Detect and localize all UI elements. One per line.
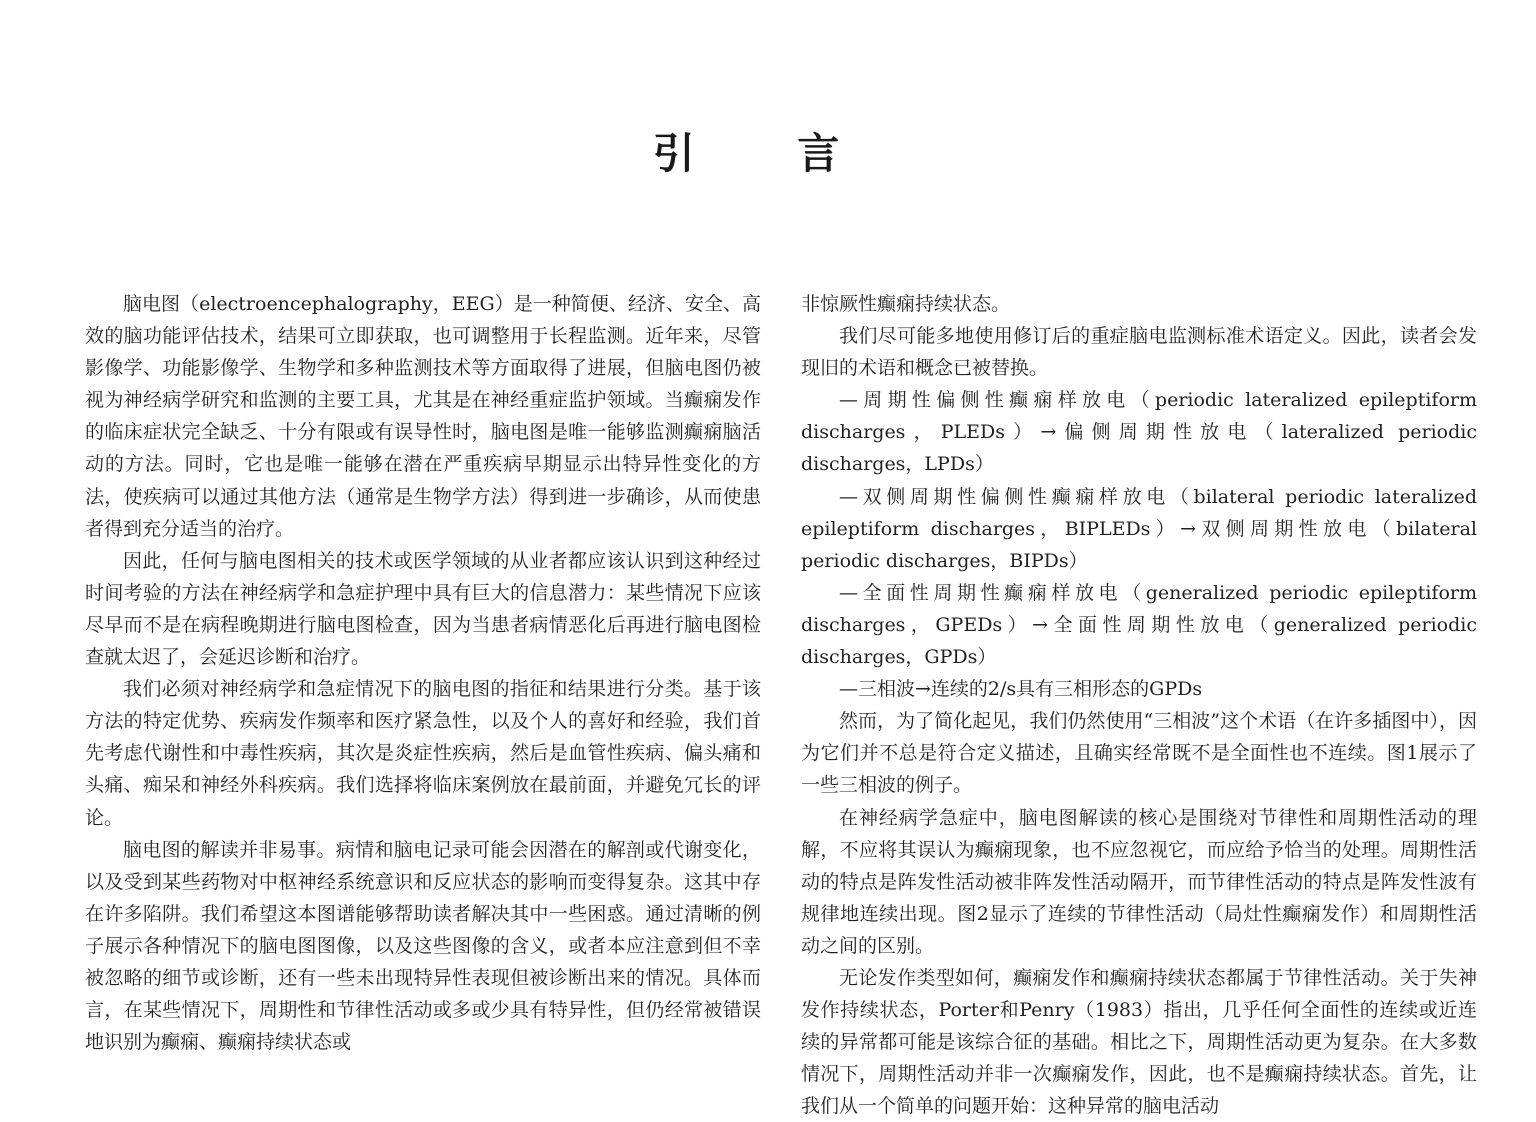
term-item-bipleds: —双侧周期性偏侧性癫痫样放电（bilateral periodic lateralized epileptiform discharges，BIPLEDs）→双侧周期性放电（bilateral periodic discharges，BIPDs） — [801, 485, 1477, 572]
paragraph-triphasic: 然而，为了简化起见，我们仍然使用“三相波”这个术语（在许多插图中），因为它们并不总是符合定义描述，且确实经常既不是全面性也不连续。图1展示了一些三相波的例子。 — [801, 710, 1477, 797]
paragraph-interpretation: 脑电图的解读并非易事。病情和脑电记录可能会因潜在的解剖或代谢变化，以及受到某些药物对中枢神经系统意识和反应状态的影响而变得复杂。这其中存在许多陷阱。我们希望这本图谱能够帮助读者解决其中一些困惑。通过清晰的例子展示各种情况下的脑电图图像，以及这些图像的含义，或者本应注意到但不幸被忽略的细节或诊断，还有一些未出现特异性表现但被诊断出来的情况。具体而言，在某些情况下，周期性和节律性活动或多或少具有特异性，但仍经常被错误地识别为癫痫、癫痫持续状态或 — [85, 838, 761, 1054]
term-item-pleds: —周期性偏侧性癫痫样放电（periodic lateralized epileptiform discharges，PLEDs）→偏侧周期性放电（lateralized periodic discharges，LPDs） — [801, 389, 1477, 476]
left-column — [85, 288, 761, 1058]
term-item-gpeds: —全面性周期性癫痫样放电（generalized periodic epileptiform discharges，GPEDs）→全面性周期性放电（generalized periodic discharges，GPDs） — [801, 581, 1477, 669]
paragraph-practitioners: 因此，任何与脑电图相关的技术或医学领域的从业者都应该认识到这种经过时间考验的方法在神经病学和急症护理中具有巨大的信息潜力：某些情况下应该尽早而不是在病程晚期进行脑电图检查，因为当患者病情恶化后再进行脑电图检查就太迟了，会延迟诊断和治疗。 — [85, 549, 761, 669]
paragraph-seizure-types: 无论发作类型如何，癫痫发作和癫痫持续状态都属于节律性活动。关于失神发作持续状态，Porter和Penry（1983）指出，几乎任何全面性的连续或近连续的异常都可能是该综合征的基础。相比之下，周期性活动更为复杂。在大多数情况下，周期性活动并非一次癫痫发作，因此，也不是癫痫持续状态。首先，让我们从一个简单的问题开始：这种异常的脑电活动 — [801, 966, 1477, 1118]
paragraph-classification: 我们必须对神经病学和急症情况下的脑电图的指征和结果进行分类。基于该方法的特定优势、疾病发作频率和医疗紧急性，以及个人的喜好和经验，我们首先考虑代谢性和中毒性疾病，其次是炎症性疾病，然后是血管性疾病、偏头痛和头痛、痴呆和神经外科疾病。我们选择将临床案例放在最前面，并避免冗长的评论。 — [85, 678, 761, 829]
term-item-triphasic: —三相波→连续的2/s具有三相形态的GPDs — [839, 678, 1203, 701]
right-column — [801, 288, 1477, 1122]
paragraph-continuation: 非惊厥性癫痫持续状态。 — [801, 293, 1011, 315]
page-title: 引 言 — [652, 129, 884, 178]
paragraph-rhythmic-periodic: 在神经病学急症中，脑电图解读的核心是围绕对节律性和周期性活动的理解，不应将其误认为癫痫现象，也不应忽视它，而应给予恰当的处理。周期性活动的特点是阵发性活动被非阵发性活动隔开，而节律性活动的特点是阵发性波有规律地连续出现。图2显示了连续的节律性活动（局灶性癫痫发作）和周期性活动之间的区别。 — [801, 806, 1477, 957]
paragraph-eeg-intro: 脑电图（electroencephalography，EEG）是一种简便、经济、安全、高效的脑功能评估技术，结果可立即获取，也可调整用于长程监测。近年来，尽管影像学、功能影像学、生物学和多种监测技术等方面取得了进展，但脑电图仍被视为神经病学研究和监测的主要工具，尤其是在神经重症监护领域。当癫痫发作的临床症状完全缺乏、十分有限或有误导性时，脑电图是唯一能够监测癫痫脑活动的方法。同时，它也是唯一能够在潜在严重疾病早期显示出特异性变化的方法，使疾病可以通过其他方法（通常是生物学方法）得到进一步确诊，从而使患者得到充分适当的治疗。 — [85, 293, 761, 540]
paragraph-terminology: 我们尽可能多地使用修订后的重症脑电监测标准术语定义。因此，读者会发现旧的术语和概念已被替换。 — [801, 325, 1477, 380]
